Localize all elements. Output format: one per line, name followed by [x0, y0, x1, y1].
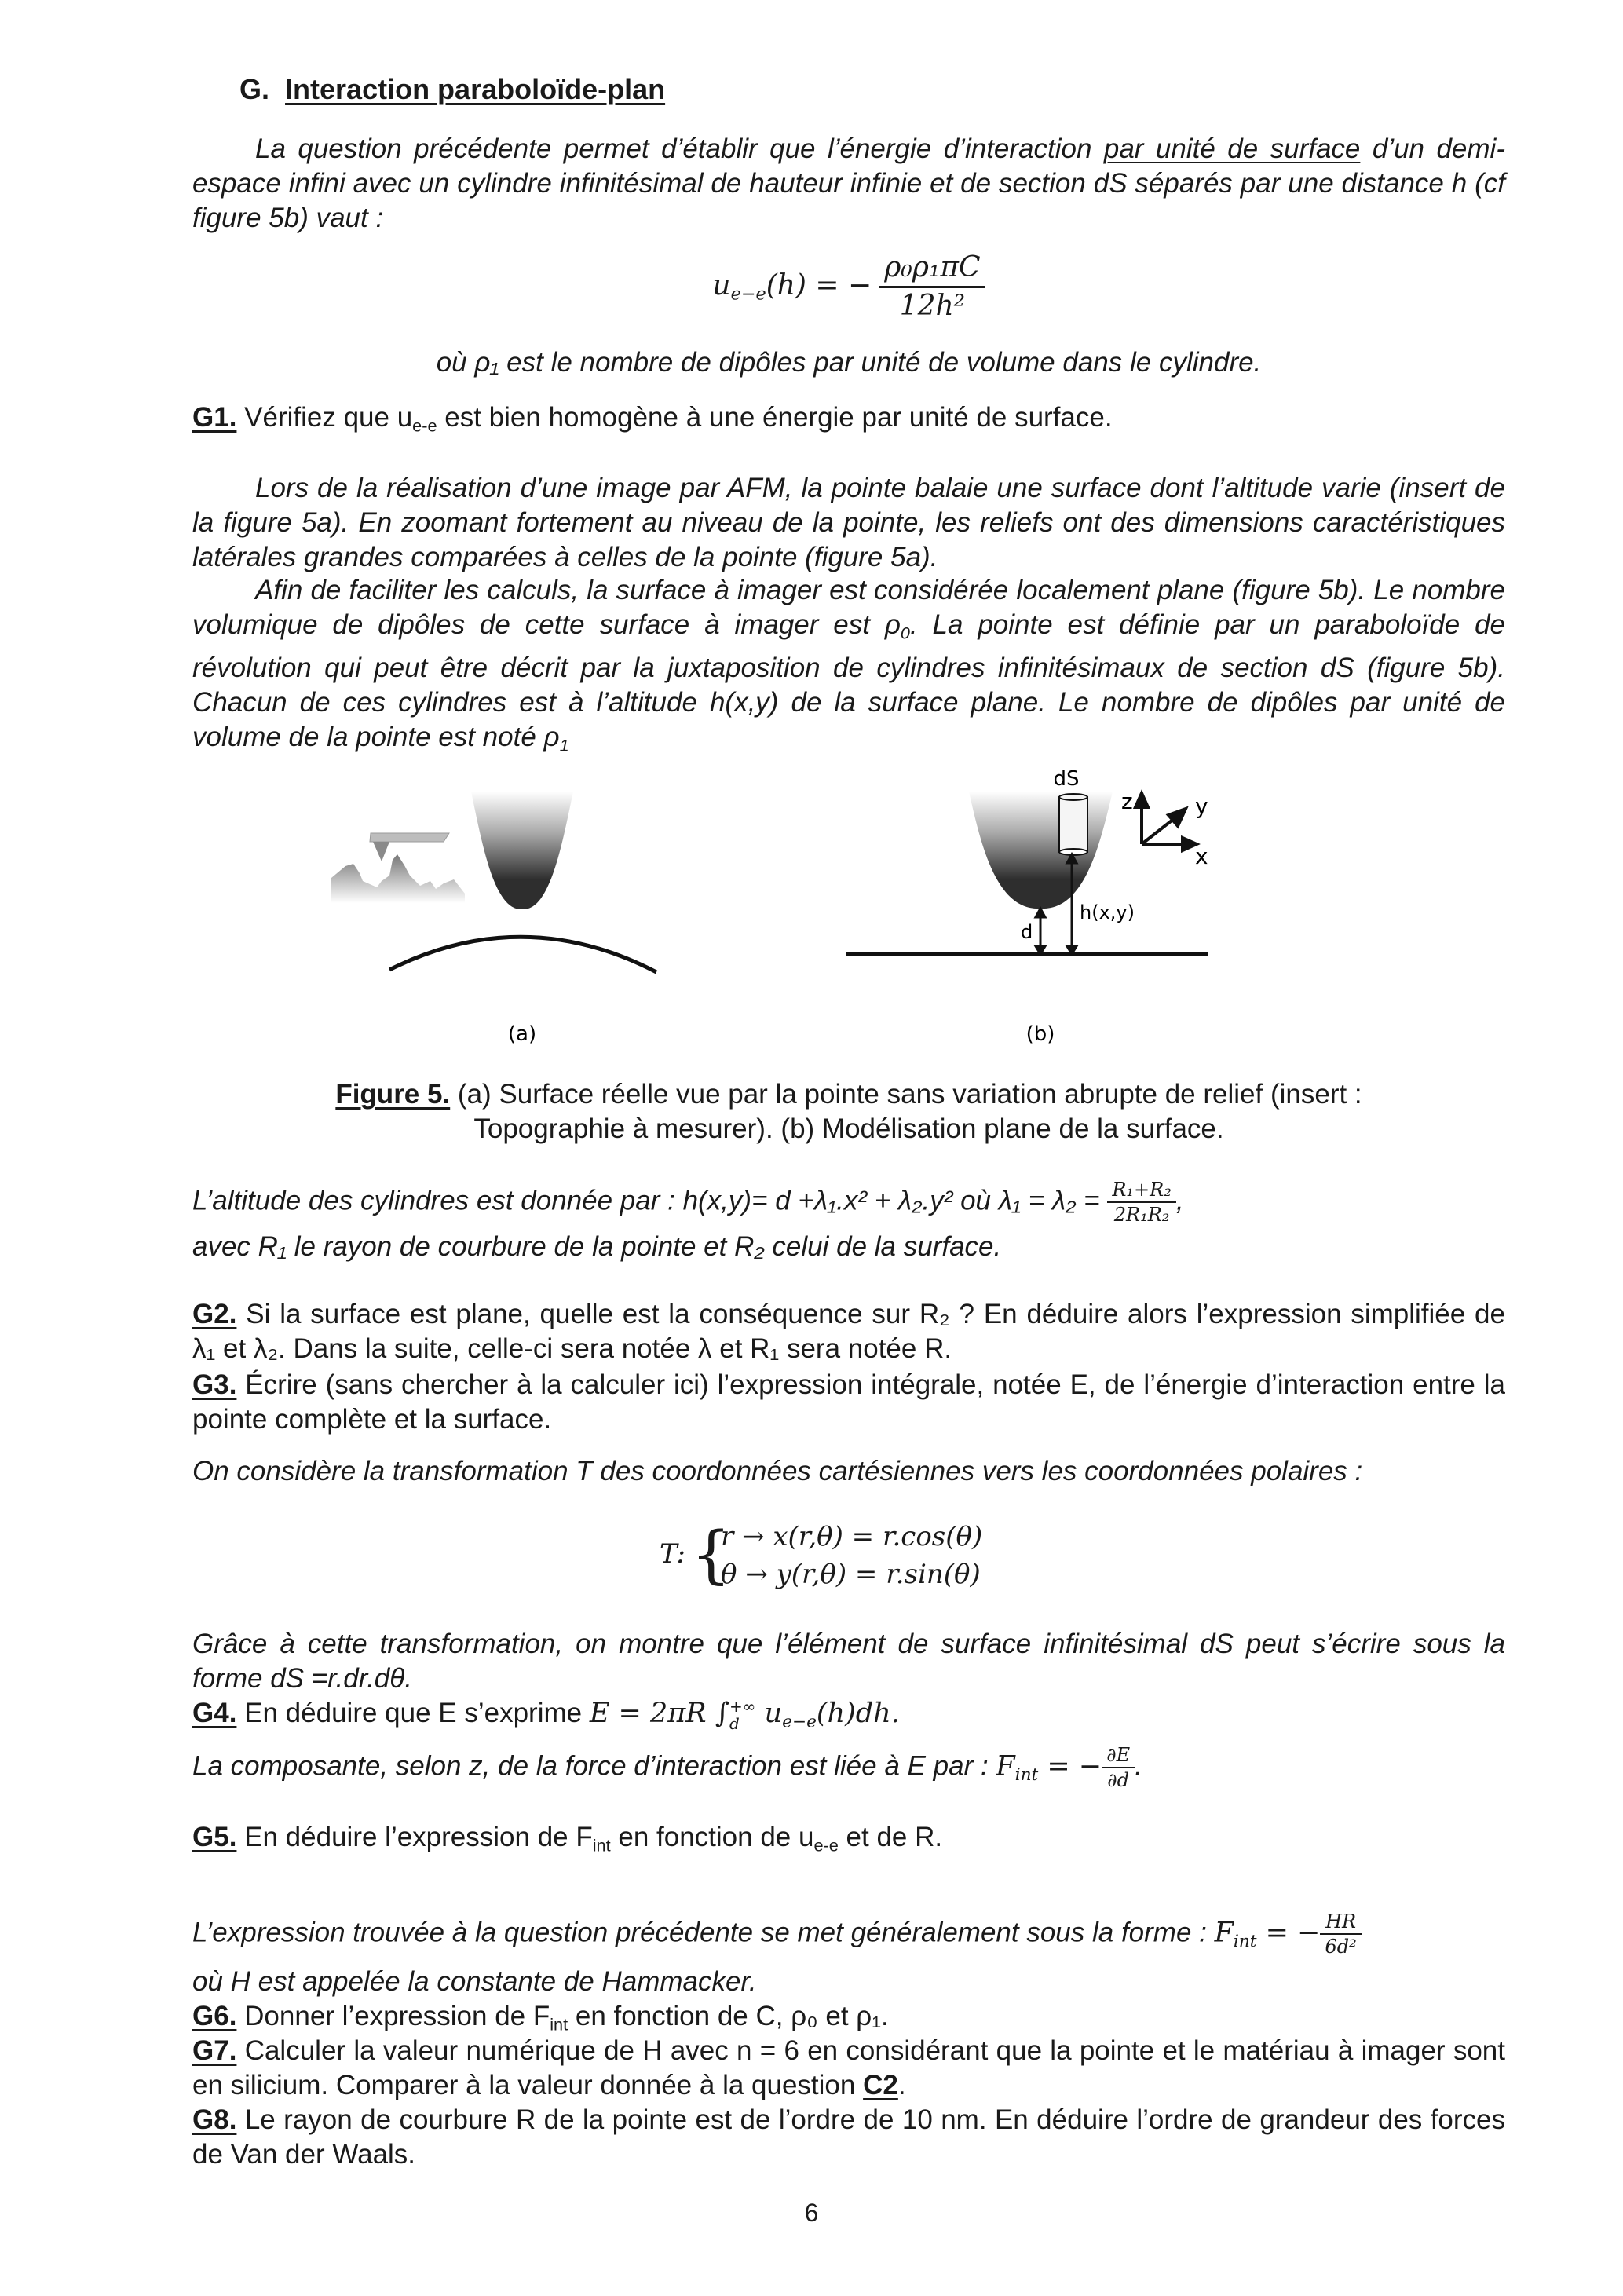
radius-definition: avec R₁ le rayon de courbure de la pointe et R₂ celui de la surface.: [192, 1231, 1002, 1262]
eq-fraction: [879, 250, 985, 324]
force-den: ∂d: [1107, 1769, 1130, 1791]
g5-text-b: en fonction de u: [610, 1822, 814, 1852]
g7-label: G7.: [192, 2035, 237, 2066]
hamaker-num: HR: [1320, 1910, 1361, 1935]
intro-underlined: par unité de surface: [1103, 133, 1361, 164]
g8-text: Le rayon de courbure R de la pointe est de l’ordre de 10 nm. En déduire l’ordre de grandeur des forces de Van der Waals.: [192, 2104, 1505, 2170]
g4-label: G4.: [192, 1698, 237, 1728]
hamaker-eq: = −: [1256, 1917, 1321, 1949]
g3-text: Écrire (sans chercher à la calculer ici) l’expression intégrale, notée E, de l’énergie d’interaction entre la pointe complète et la surface.: [192, 1369, 1505, 1435]
xyz-axes-icon: [1135, 793, 1197, 850]
altitude-trail: ,: [1175, 1185, 1184, 1216]
section-heading: [239, 72, 1552, 107]
altitude-formula: [192, 1178, 1505, 1227]
force-eq: = −: [1038, 1750, 1102, 1782]
transform-line1: r → x(r,θ) = r.cos(θ): [721, 1521, 983, 1552]
g2-label: G2.: [192, 1299, 237, 1329]
figure-caption: [192, 1077, 1505, 1146]
question-g8: [192, 2103, 1505, 2172]
g5-label: G5.: [192, 1822, 237, 1852]
integrand-sub: e−e: [782, 1712, 817, 1732]
g3-label: G3.: [192, 1369, 237, 1400]
afm-paragraph: Lors de la réalisation d’une image par AFM, la pointe balaie une surface dont l’altitude varie (insert de la figure 5a). En zoomant fortement au niveau de la pointe, les reliefs ont des dimensions caractéristiques latérales grandes comparées à celles de la pointe (figure 5a).: [192, 473, 1505, 572]
label-z: z: [1121, 788, 1133, 814]
label-x: x: [1195, 843, 1208, 869]
afm-insert-icon: [331, 833, 465, 903]
section-title: Interaction paraboloïde-plan: [285, 73, 666, 105]
eq-lhs-arg: (h) = −: [766, 269, 872, 302]
g4-formula: E = 2πR ∫: [589, 1698, 729, 1729]
altitude-text: L’altitude des cylindres est donnée par : h(x,y)= d +λ₁.x² + λ₂.y² où λ₁ = λ₂ =: [192, 1185, 1108, 1216]
caption-line2: Topographie à mesurer). (b) Modélisation plane de la surface.: [473, 1113, 1224, 1144]
force-trail: .: [1135, 1750, 1142, 1782]
g5-sub2: e-e: [813, 1835, 839, 1855]
section-letter: G.: [239, 73, 270, 105]
eq-lhs-sub: e−e: [730, 283, 766, 305]
curved-surface-line: [389, 937, 656, 972]
eq-lhs: u: [712, 269, 731, 302]
g2-text: Si la surface est plane, quelle est la conséquence sur R₂ ? En déduire alors l’expression simplifiée de λ₁ et λ₂. Dans la suite, celle-ci sera notée λ et R₁ sera notée R.: [192, 1299, 1505, 1364]
g6-text-b: en fonction de C, ρ₀ et ρ₁.: [568, 2001, 889, 2031]
label-b: (b): [1025, 1022, 1055, 1046]
transform-name: T:: [660, 1538, 685, 1570]
question-g1: [192, 400, 1505, 444]
force-num: ∂E: [1102, 1743, 1135, 1768]
g5-text-c: et de R.: [838, 1822, 943, 1852]
hamaker-fraction: [1320, 1910, 1361, 1958]
g1-label: G1.: [192, 402, 237, 433]
force-definition: [192, 1743, 1505, 1793]
hamaker-den: 6d²: [1325, 1936, 1357, 1958]
g6-text-a: Donner l’expression de F: [236, 2001, 550, 2031]
transform-intro: On considère la transformation T des coordonnées cartésiennes vers les coordonnées polaires :: [192, 1456, 1363, 1486]
transform-line2: θ → y(r,θ) = r.sin(θ): [721, 1559, 981, 1590]
plane-text-b: . La pointe est définie par un paraboloïde de révolution qui peut être décrit par la juxtaposition de cylindres infinitésimaux de section dS (figure 5b). Chacun de ces cylindres est à l’altitude h(x,y) de la surface plane. Le nombre de dipôles par unité de volume de la pointe est noté ρ: [192, 609, 1505, 752]
force-lhs: F: [996, 1750, 1015, 1782]
g6-label: G6.: [192, 2001, 237, 2031]
question-g7: [192, 2034, 1505, 2103]
caption-label: Figure 5.: [335, 1079, 451, 1110]
integral-lower: d: [729, 1713, 740, 1733]
equation-uee: [192, 250, 1505, 324]
hamaker-lhs: F: [1214, 1917, 1234, 1949]
integrand: u: [755, 1698, 783, 1729]
tip-paraboloid-a: [471, 792, 573, 909]
intro-paragraph: [192, 132, 1505, 236]
g1-sub: e-e: [412, 415, 437, 436]
plane-text-a: Afin de faciliter les calculs, la surface à imager est considérée localement plane (figure 5b). Le nombre volumique de dipôles de cette surface à imager est ρ: [192, 575, 1505, 640]
g5-text-a: En déduire l’expression de F: [236, 1822, 593, 1852]
plane-sub1: 1: [559, 735, 569, 755]
caption-line1: (a) Surface réelle vue par la pointe sans variation abrupte de relief (insert :: [450, 1079, 1362, 1110]
label-a: (a): [507, 1022, 537, 1046]
hamaker-text: L’expression trouvée à la question précédente se met généralement sous la forme :: [192, 1917, 1215, 1948]
lambda-den: 2R₁R₂: [1113, 1204, 1170, 1226]
force-lhs-sub: int: [1014, 1764, 1039, 1785]
hamaker-lhs-sub: int: [1233, 1931, 1257, 1951]
g6-sub: int: [550, 2014, 568, 2035]
integral-upper: +∞: [729, 1696, 756, 1716]
g7-trail: .: [897, 2070, 906, 2100]
rho1-definition: où ρ₁ est le nombre de dipôles par unité de volume dans le cylindre.: [436, 347, 1262, 378]
question-g5: [192, 1820, 1505, 1863]
eq-denominator: 12h²: [899, 290, 966, 322]
question-g2: [192, 1297, 1505, 1366]
tip-paraboloid-b: [969, 792, 1113, 909]
lambda-num: R₁+R₂: [1107, 1178, 1176, 1203]
g4-text: En déduire que E s’exprime: [236, 1698, 590, 1728]
intro-text-2: d’un demi-espace infini avec un cylindre infinitésimal de hauteur infinie et de section dS séparés par une distance h (cf figure 5b) vaut :: [192, 133, 1505, 233]
g1-text-a: Vérifiez que u: [236, 402, 413, 433]
eq-numerator: ρ₀ρ₁πC: [879, 250, 985, 288]
lambda-fraction: [1107, 1178, 1176, 1227]
label-d: d: [1021, 921, 1033, 943]
cylinder-ds-icon: [1059, 794, 1087, 855]
force-fraction: [1102, 1743, 1135, 1792]
integral-tail: (h)dh.: [816, 1698, 900, 1729]
page-number: 6: [804, 2199, 819, 2227]
g5-sub1: int: [592, 1835, 611, 1855]
g7-text: Calculer la valeur numérique de H avec n = 6 en considérant que la pointe et le matériau à imager sont en silicium. Comparer à la valeur donnée à la question: [192, 2035, 1505, 2100]
g8-label: G8.: [192, 2104, 237, 2135]
label-y: y: [1195, 793, 1208, 819]
question-g3: [192, 1368, 1505, 1437]
ds-paragraph: Grâce à cette transformation, on montre que l’élément de surface infinitésimal dS peut s’écrire sous la forme dS =r.dr.dθ.: [192, 1629, 1505, 1694]
integral-bounds: [729, 1698, 755, 1732]
plane-sub0: 0: [900, 623, 910, 643]
figure-5: [314, 754, 1272, 1052]
brace-icon: {: [691, 1518, 731, 1591]
g7-ref-c2: C2: [863, 2070, 898, 2100]
label-h: h(x,y): [1080, 901, 1135, 923]
force-text: La composante, selon z, de la force d’interaction est liée à E par :: [192, 1750, 996, 1782]
intro-text-1: La question précédente permet d’établir que l’énergie d’interaction: [255, 133, 1104, 164]
question-g4: [192, 1696, 1505, 1740]
plane-paragraph: [192, 573, 1505, 762]
figure-5-illustration: [314, 754, 1272, 1052]
label-ds: dS: [1053, 767, 1080, 791]
hamaker-definition: où H est appelée la constante de Hammacker.: [192, 1966, 757, 1997]
g1-text-b: est bien homogène à une énergie par unité de surface.: [437, 402, 1113, 433]
hamaker-expression: [192, 1910, 1505, 1959]
